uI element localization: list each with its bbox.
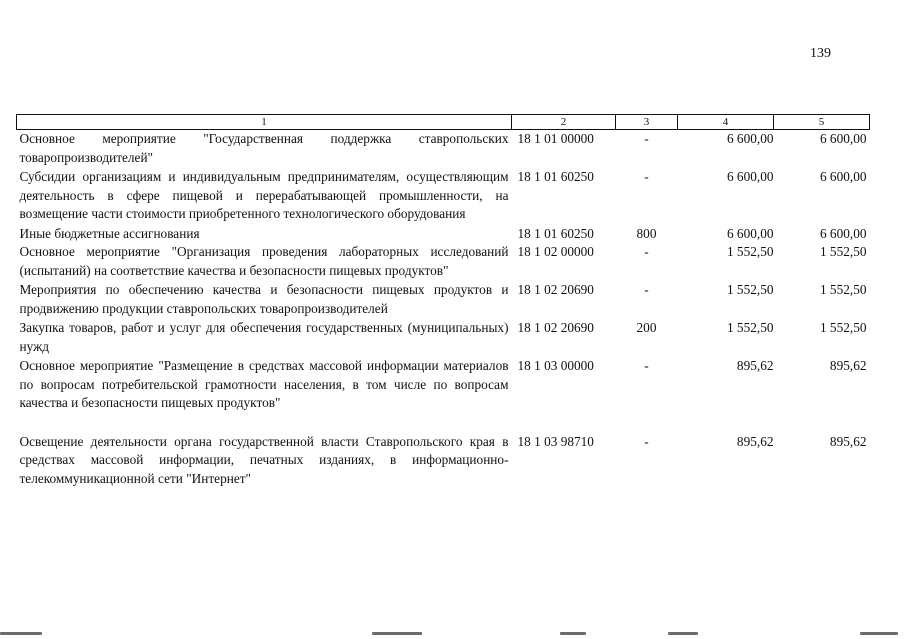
table-row xyxy=(17,168,870,225)
table-row xyxy=(17,243,870,281)
row-code: 18 1 03 00000 xyxy=(517,358,594,373)
row-amount-col5: 1 552,50 xyxy=(819,244,867,259)
row-amount-col4: 895,62 xyxy=(736,433,774,449)
row-code: 18 1 01 60250 xyxy=(517,225,594,241)
row-amount-col5: 6 600,00 xyxy=(819,131,867,146)
row-code: 18 1 01 00000 xyxy=(517,131,594,146)
table-header xyxy=(17,115,870,130)
header-col-5: 5 xyxy=(774,115,870,130)
row-name: Основное мероприятие "Государственная поддержка ставропольских товаропроизводителей" xyxy=(19,131,509,165)
row-name: Закупка товаров, работ и услуг для обеспечения государственных (муниципальных) нужд xyxy=(19,320,509,354)
header-col-4: 4 xyxy=(678,115,774,130)
budget-table xyxy=(16,114,870,488)
row-amount-col5: 1 552,50 xyxy=(819,320,867,335)
table-row xyxy=(17,130,870,169)
row-amount-col4: 1 552,50 xyxy=(726,282,774,297)
row-amount-col4: 1 552,50 xyxy=(726,244,774,259)
scan-edge-artifact xyxy=(0,628,905,639)
row-expense-type: - xyxy=(644,244,649,259)
table-row xyxy=(17,357,870,413)
header-col-2: 2 xyxy=(512,115,616,130)
row-name: Освещение деятельности органа государственной власти Ставропольского края в средствах массовой информации, печатных изданиях, в информационно-телекоммуникационной сети "Интернет" xyxy=(19,433,509,486)
row-expense-type: - xyxy=(644,358,649,373)
row-code: 18 1 02 00000 xyxy=(517,244,594,259)
row-amount-col4: 895,62 xyxy=(736,358,774,373)
table-row xyxy=(17,281,870,319)
row-amount-col5: 6 600,00 xyxy=(819,225,867,241)
row-amount-col4: 6 600,00 xyxy=(726,131,774,146)
row-amount-col4: 6 600,00 xyxy=(726,225,774,241)
row-expense-type: 200 xyxy=(636,320,657,335)
table-row xyxy=(17,433,870,489)
header-col-1: 1 xyxy=(17,115,512,130)
row-amount-col5: 895,62 xyxy=(829,358,867,373)
row-name: Основное мероприятие "Организация проведения лабораторных исследований (испытаний) на соответствие качества и безопасности пищевых продуктов" xyxy=(19,244,509,278)
row-name: Субсидии организациям и индивидуальным предпринимателям, осуществляющим деятельность в сфере пищевой и перерабатывающей промышленности, на возмещение части стоимости приобретенного технологического оборудования xyxy=(19,169,509,221)
page-number: 139 xyxy=(810,46,831,61)
row-amount-col5: 1 552,50 xyxy=(819,282,867,297)
row-expense-type: - xyxy=(644,131,649,146)
row-name: Основное мероприятие "Размещение в средствах массовой информации материалов по вопросам потребительской грамотности населения, в том числе по вопросам качества и безопасности пищевых продуктов" xyxy=(19,358,509,410)
row-expense-type: - xyxy=(644,282,649,297)
row-code: 18 1 02 20690 xyxy=(517,282,594,297)
row-code: 18 1 02 20690 xyxy=(517,320,594,335)
table-row xyxy=(17,225,870,244)
row-code: 18 1 01 60250 xyxy=(517,169,594,184)
header-col-3: 3 xyxy=(616,115,678,130)
row-name: Иные бюджетные ассигнования xyxy=(19,225,200,241)
table-body xyxy=(17,130,870,489)
row-expense-type: 800 xyxy=(636,225,657,241)
row-amount-col5: 895,62 xyxy=(829,433,867,449)
row-amount-col5: 6 600,00 xyxy=(819,169,867,184)
row-expense-type: - xyxy=(644,433,649,449)
table-row xyxy=(17,319,870,357)
header-row xyxy=(17,115,870,130)
row-name: Мероприятия по обеспечению качества и безопасности пищевых продуктов и продвижению продукции ставропольских товаропроизводителей xyxy=(19,282,509,316)
row-expense-type: - xyxy=(644,169,649,184)
row-code: 18 1 03 98710 xyxy=(517,433,594,449)
row-amount-col4: 1 552,50 xyxy=(726,320,774,335)
row-spacer xyxy=(17,413,870,433)
row-amount-col4: 6 600,00 xyxy=(726,169,774,184)
